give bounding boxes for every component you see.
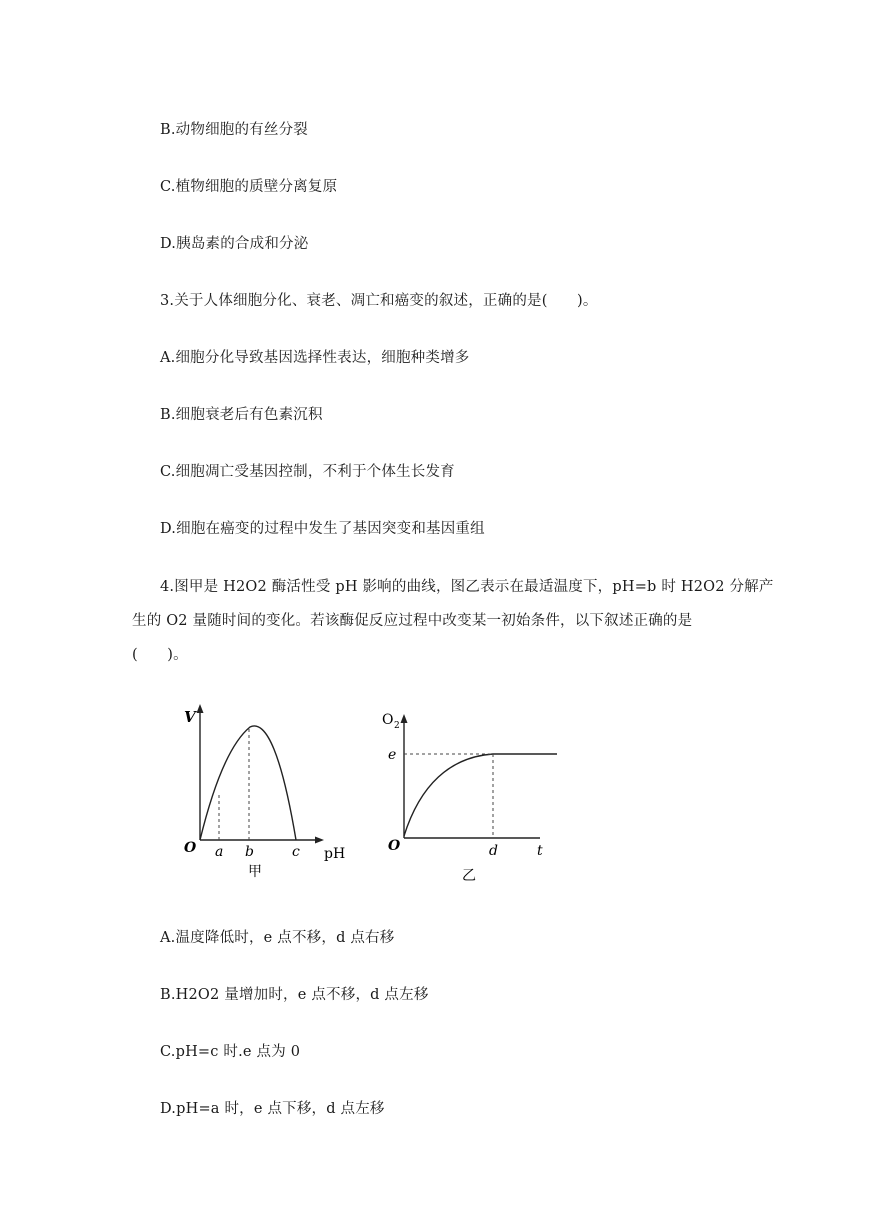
option-3a: A.细胞分化导致基因选择性表达，细胞种类增多 [160, 350, 470, 366]
option-4d: D.pH=a 时，e 点下移，d 点左移 [160, 1101, 385, 1117]
graph-jia-origin: O [184, 840, 197, 856]
option-2d: D.胰岛素的合成和分泌 [160, 236, 309, 252]
graph-jia-tick-b: b [245, 844, 254, 860]
option-3d: D.细胞在癌变的过程中发生了基因突变和基因重组 [160, 521, 485, 537]
question-4-line-2: 生的 O2 量随时间的变化。若该酶促反应过程中改变某一初始条件，以下叙述正确的是 [132, 613, 693, 629]
graph-yi-x-label: t [537, 843, 543, 859]
question-4-figure [180, 700, 570, 890]
graph-yi-tick-e: e [388, 747, 397, 763]
graph-yi-y-label: O [382, 712, 394, 728]
graph-jia-tick-c: c [292, 844, 300, 860]
option-2c: C.植物细胞的质壁分离复原 [160, 179, 338, 195]
graph-jia-y-label: V [184, 708, 196, 726]
graph-jia-caption: 甲 [248, 864, 262, 880]
graph-jia-curve [200, 726, 296, 840]
option-4a: A.温度降低时，e 点不移，d 点右移 [160, 930, 395, 946]
option-4b: B.H2O2 量增加时，e 点不移，d 点左移 [160, 987, 429, 1003]
graph-yi-caption: 乙 [462, 868, 476, 884]
question-4-line-1: 4.图甲是 H2O2 酶活性受 pH 影响的曲线，图乙表示在最适温度下，pH=b 时 H2O2 分解产 [160, 579, 774, 595]
option-4c: C.pH=c 时.e 点为 0 [160, 1044, 301, 1060]
graph-yi-y-label-sub: 2 [394, 721, 400, 731]
graph-jia-x-label: pH [324, 846, 346, 862]
graph-yi-origin: O [388, 838, 401, 854]
graph-jia [184, 704, 345, 880]
graph-yi-curve [404, 754, 557, 836]
graph-jia-tick-a: a [215, 844, 224, 860]
question-3: 3.关于人体细胞分化、衰老、凋亡和癌变的叙述，正确的是( )。 [160, 293, 598, 309]
question-4-line-3: ( )。 [132, 647, 188, 663]
graph-yi-y-arrow [401, 714, 408, 723]
option-3c: C.细胞凋亡受基因控制，不利于个体生长发育 [160, 464, 455, 480]
option-3b: B.细胞衰老后有色素沉积 [160, 407, 323, 423]
graph-yi [382, 712, 557, 884]
graph-jia-y-arrow [197, 704, 204, 713]
option-2b: B.动物细胞的有丝分裂 [160, 122, 308, 138]
graph-yi-tick-d: d [489, 843, 498, 859]
graph-jia-x-arrow [315, 837, 324, 844]
